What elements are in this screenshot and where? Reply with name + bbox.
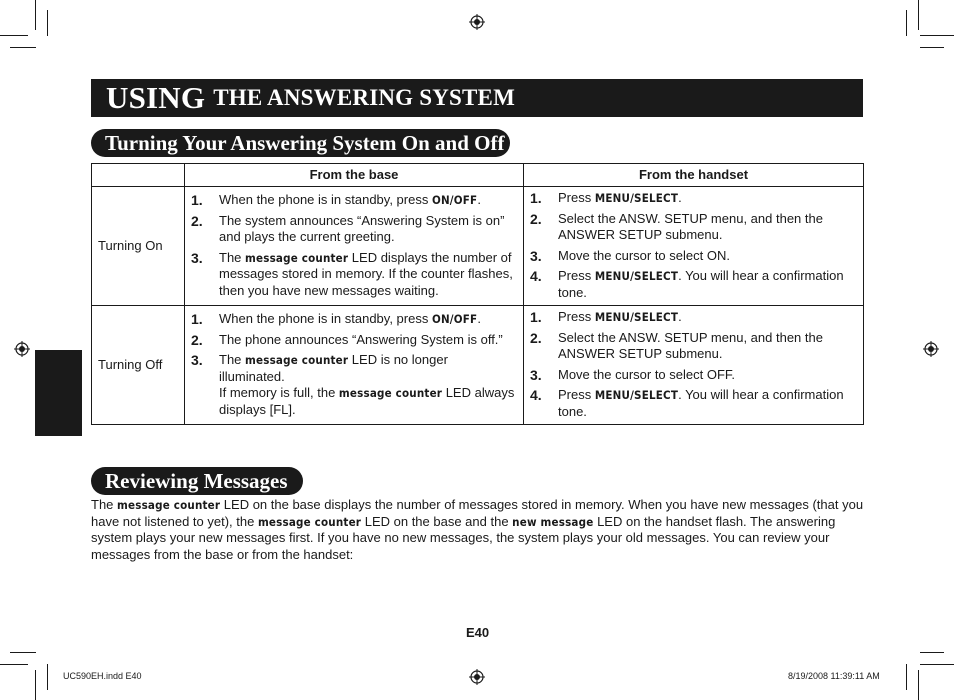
crop-mark xyxy=(10,652,36,653)
crop-mark xyxy=(918,0,919,30)
page-title-rest: THE ANSWERING SYSTEM xyxy=(213,85,516,110)
crop-mark xyxy=(0,664,28,665)
body-text: . xyxy=(477,192,481,207)
body-text: Press xyxy=(558,268,595,283)
keyword-text: MENU/SELECT xyxy=(594,269,679,283)
page-title-lead: USING xyxy=(106,80,206,115)
step-number: 3. xyxy=(530,366,542,383)
body-text: When the phone is in standby, press xyxy=(219,192,432,207)
step-number: 1. xyxy=(530,309,542,325)
page-number: E40 xyxy=(466,625,490,640)
step-number: 1. xyxy=(191,192,203,208)
step-text xyxy=(558,190,857,207)
step-number: 2. xyxy=(191,212,203,229)
keyword-text: MENU/SELECT xyxy=(594,191,679,205)
handset-steps-list xyxy=(530,309,857,420)
step-text xyxy=(219,250,517,300)
registration-crosshair-icon xyxy=(469,669,485,685)
crop-mark xyxy=(47,664,48,690)
crop-mark xyxy=(10,47,36,48)
body-text: The system announces “Answering System is on” and plays the current greeting. xyxy=(219,212,505,244)
keyword-text: ON/OFF xyxy=(431,312,478,326)
step-item xyxy=(191,332,517,349)
registration-crosshair-icon xyxy=(14,341,30,357)
crop-mark xyxy=(47,10,48,36)
step-number: 1. xyxy=(530,190,542,206)
step-text xyxy=(219,192,517,209)
body-text: The xyxy=(91,497,118,512)
step-item xyxy=(530,190,857,207)
body-text: LED on the base and the xyxy=(361,513,513,529)
footer-file-info: UC590EH.indd E40 xyxy=(63,671,142,681)
body-text: Select the ANSW. SETUP menu, and then the ANSWER SETUP submenu. xyxy=(558,329,823,361)
table-header-row xyxy=(92,164,864,187)
keyword-text: message counter xyxy=(338,386,443,400)
step-number: 2. xyxy=(530,210,542,227)
step-item xyxy=(530,387,857,420)
footer-timestamp: 8/19/2008 11:39:11 AM xyxy=(788,671,880,681)
step-number: 3. xyxy=(191,352,203,368)
keyword-text: ON/OFF xyxy=(431,193,478,207)
keyword-text: message counter xyxy=(257,514,362,529)
body-text: Move the cursor to select OFF. xyxy=(558,366,736,382)
crop-mark xyxy=(920,35,954,36)
step-item xyxy=(530,211,857,244)
body-text: The xyxy=(219,249,246,265)
body-text: . You will hear a confirmation tone. xyxy=(558,387,844,419)
step-item xyxy=(530,367,857,384)
step-number: 2. xyxy=(530,329,542,346)
chapter-side-tab xyxy=(35,350,82,436)
step-number: 1. xyxy=(191,311,203,327)
body-text: . xyxy=(678,190,682,205)
body-text: LED displays the number of messages stored in memory. If the counter flashes, then you have new messages waiting. xyxy=(219,249,513,298)
step-number: 2. xyxy=(191,331,203,348)
body-text: Press xyxy=(558,190,595,205)
step-number: 4. xyxy=(530,268,542,284)
table-row xyxy=(92,187,864,306)
step-text xyxy=(219,311,517,328)
base-steps-list xyxy=(191,192,517,299)
step-item xyxy=(191,311,517,328)
step-text xyxy=(558,248,857,265)
step-number: 3. xyxy=(530,247,542,264)
crop-mark xyxy=(906,664,907,690)
step-text xyxy=(219,352,517,418)
step-text xyxy=(558,211,857,244)
body-text: LED on the base displays the number of messages stored in memory. When you have new messages (that you have not listened to yet), the xyxy=(91,497,864,529)
body-text: . xyxy=(477,311,481,326)
section-heading-text: Reviewing Messages xyxy=(105,468,288,493)
page-title-bar xyxy=(91,79,863,117)
step-text xyxy=(558,330,857,363)
step-number: 4. xyxy=(530,387,542,403)
crop-mark xyxy=(920,664,954,665)
body-text: The xyxy=(219,352,246,367)
step-item xyxy=(191,213,517,246)
body-text: . You will hear a confirmation tone. xyxy=(558,268,844,300)
row-label: Turning On xyxy=(92,187,185,306)
body-text: If memory is full, the xyxy=(219,385,339,400)
step-text xyxy=(219,332,517,349)
section-heading-reviewing xyxy=(91,467,303,495)
keyword-text: message counter xyxy=(245,250,349,265)
step-item xyxy=(191,352,517,418)
step-text xyxy=(219,213,517,246)
registration-crosshair-icon xyxy=(923,341,939,357)
base-steps-cell xyxy=(185,187,524,306)
keyword-text: message counter xyxy=(117,498,221,512)
body-text: Move the cursor to select ON. xyxy=(558,247,730,263)
step-item xyxy=(530,248,857,265)
section-heading-on-off xyxy=(91,129,510,157)
reviewing-paragraph xyxy=(91,497,866,564)
handset-steps-cell xyxy=(524,306,864,425)
table-header-base: From the base xyxy=(185,164,524,187)
body-text: Select the ANSW. SETUP menu, and then the ANSWER SETUP submenu. xyxy=(558,210,823,242)
crop-mark xyxy=(906,10,907,36)
body-text: LED always displays [FL]. xyxy=(219,385,515,417)
crop-mark xyxy=(0,35,28,36)
step-text xyxy=(558,387,857,420)
step-item xyxy=(530,268,857,301)
base-steps-list xyxy=(191,311,517,418)
base-steps-cell xyxy=(185,306,524,425)
step-text xyxy=(558,268,857,301)
body-text: When the phone is in standby, press xyxy=(219,311,432,326)
crop-mark xyxy=(920,47,944,48)
crop-mark xyxy=(35,670,36,700)
step-item xyxy=(530,330,857,363)
keyword-text: MENU/SELECT xyxy=(594,310,679,324)
table-header-empty xyxy=(92,164,185,187)
keyword-text: MENU/SELECT xyxy=(594,388,679,402)
body-text: Press xyxy=(558,309,595,324)
step-item xyxy=(191,192,517,209)
registration-crosshair-icon xyxy=(469,14,485,30)
keyword-text: new message xyxy=(512,514,594,529)
handset-steps-list xyxy=(530,190,857,301)
body-text: LED on the handset flash. The answering system plays your new messages first. If you have no new messages, the system plays your old messages. You can review your messages from the base or from the handset: xyxy=(91,513,836,563)
crop-mark xyxy=(920,652,944,653)
step-text xyxy=(558,309,857,326)
step-number: 3. xyxy=(191,249,203,266)
body-text: LED is no longer illuminated. xyxy=(219,352,448,384)
step-item xyxy=(191,250,517,300)
crop-mark xyxy=(918,670,919,700)
row-label: Turning Off xyxy=(92,306,185,425)
handset-steps-cell xyxy=(524,187,864,306)
operations-table xyxy=(91,163,864,425)
keyword-text: message counter xyxy=(245,353,349,367)
table-header-handset: From the handset xyxy=(524,164,864,187)
step-item xyxy=(530,309,857,326)
body-text: Press xyxy=(558,387,595,402)
body-text: . xyxy=(678,309,682,324)
step-text xyxy=(558,367,857,384)
section-heading-text: Turning Your Answering System On and Off xyxy=(105,130,505,155)
body-text: The phone announces “Answering System is off.” xyxy=(219,331,503,347)
table-row xyxy=(92,306,864,425)
crop-mark xyxy=(35,0,36,30)
